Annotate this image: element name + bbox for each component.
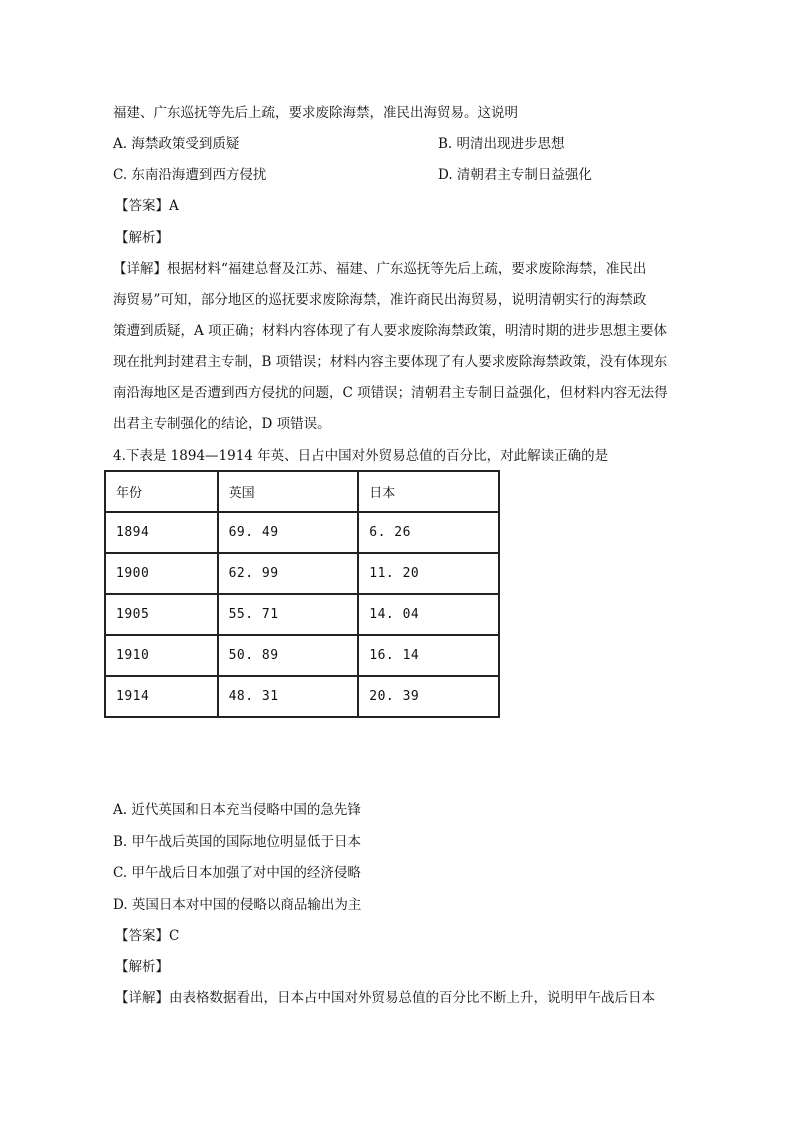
q3-option-c: C. 东南沿海遭到西方侵扰 (113, 167, 267, 183)
cell-britain: 69. 49 (218, 512, 359, 553)
table-row (105, 635, 499, 676)
header-year: 年份 (105, 471, 218, 512)
header-britain: 英国 (218, 471, 359, 512)
q3-analysis-label: 【解析】 (115, 230, 169, 246)
cell-japan: 16. 14 (358, 635, 499, 676)
q3-option-a: A. 海禁政策受到质疑 (113, 136, 240, 152)
cell-year: 1894 (105, 512, 218, 553)
cell-japan: 20. 39 (358, 676, 499, 717)
q3-option-d: D. 清朝君主专制日益强化 (438, 167, 592, 183)
table-row (105, 676, 499, 717)
cell-year: 1914 (105, 676, 218, 717)
cell-japan: 6. 26 (358, 512, 499, 553)
cell-year: 1905 (105, 594, 218, 635)
table-row (105, 512, 499, 553)
trade-share-table (104, 470, 500, 718)
q3-detail-line: 策遭到质疑，A 项正确；材料内容体现了有人要求废除海禁政策，明清时期的进步思想主要体 (113, 323, 668, 339)
q3-detail-line: 南沿海地区是否遭到西方侵扰的问题，C 项错误；清朝君主专制日益强化，但材料内容无法得 (113, 385, 668, 401)
q4-option-d: D. 英国日本对中国的侵略以商品输出为主 (113, 897, 362, 913)
cell-year: 1900 (105, 553, 218, 594)
q3-detail-line: 海贸易”可知，部分地区的巡抚要求废除海禁，准许商民出海贸易，说明清朝实行的海禁政 (113, 292, 647, 308)
q4-option-a: A. 近代英国和日本充当侵略中国的急先锋 (113, 802, 361, 818)
q4-answer: 【答案】C (115, 928, 180, 944)
table-header-row (105, 471, 499, 512)
question-4-stem: 4.下表是 1894—1914 年英、日占中国对外贸易总值的百分比，对此解读正确的是 (113, 448, 609, 464)
cell-britain: 48. 31 (218, 676, 359, 717)
q4-detail-line: 【详解】由表格数据看出，日本占中国对外贸易总值的百分比不断上升，说明甲午战后日本 (115, 990, 655, 1006)
cell-britain: 62. 99 (218, 553, 359, 594)
q3-detail-paragraph (113, 254, 683, 440)
q4-option-b: B. 甲午战后英国的国际地位明显低于日本 (113, 834, 362, 850)
q3-detail-line: 出君主专制强化的结论，D 项错误。 (113, 416, 331, 432)
cell-year: 1910 (105, 635, 218, 676)
cell-japan: 11. 20 (358, 553, 499, 594)
header-japan: 日本 (358, 471, 499, 512)
cell-britain: 55. 71 (218, 594, 359, 635)
table-row (105, 594, 499, 635)
q3-detail-line: 现在批判封建君主专制，B 项错误；材料内容主要体现了有人要求废除海禁政策，没有体现东 (113, 354, 668, 370)
table-row (105, 553, 499, 594)
question-3-stem-tail: 福建、广东巡抚等先后上疏，要求废除海禁，准民出海贸易。这说明 (113, 105, 518, 121)
q3-detail-line: 【详解】根据材料“福建总督及江苏、福建、广东巡抚等先后上疏，要求废除海禁，准民出 (113, 261, 647, 277)
cell-japan: 14. 04 (358, 594, 499, 635)
q4-analysis-label: 【解析】 (115, 959, 169, 975)
q3-option-b: B. 明清出现进步思想 (438, 136, 565, 152)
q4-option-c: C. 甲午战后日本加强了对中国的经济侵略 (113, 865, 361, 881)
cell-britain: 50. 89 (218, 635, 359, 676)
q3-answer: 【答案】A (115, 198, 179, 214)
